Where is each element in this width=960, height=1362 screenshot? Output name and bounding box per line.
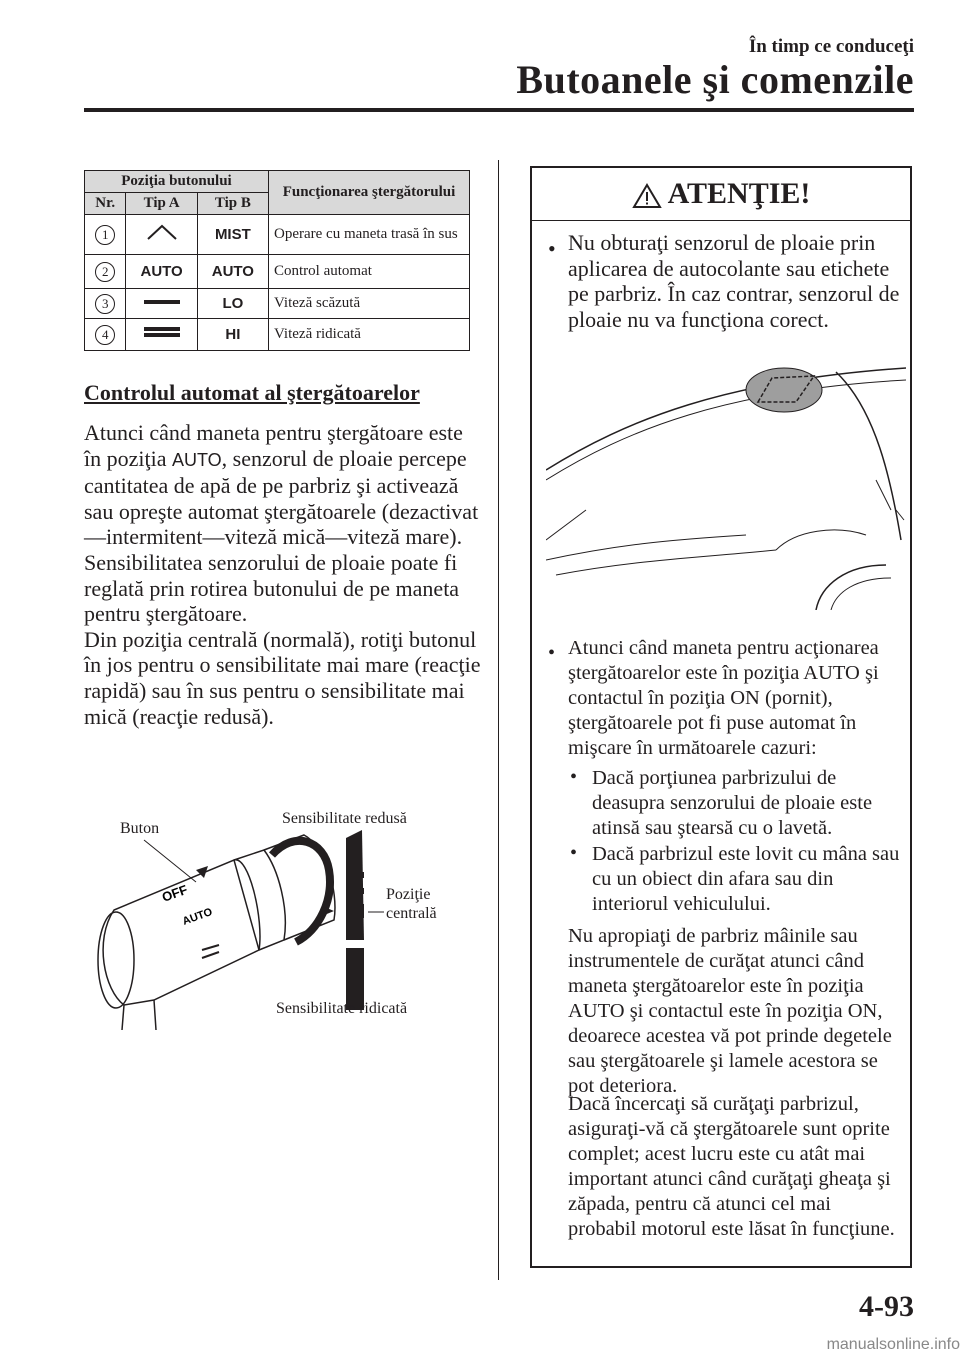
header-function: Funcţionarea ştergătorului [269,171,470,215]
sub-bullet-dot: • [570,766,578,788]
warning-paragraph-1: Nu apropiaţi de parbriz mâinile sau instrumentele de curăţat atunci când maneta ştergătoarelor este în poziţia AUTO şi contactul este în poziţia ON, deoarece acestea vă pot prinde degetele sau ştergătoarele şi lamele acestora se pot deteriora. [568,925,892,1097]
section-heading: Controlul automat al ştergătoarelor [84,380,420,405]
label-low-sensitivity: Sensibilitate redusă [282,810,407,827]
type-b-symbol: AUTO [197,255,268,289]
bullet-dot: • [548,236,556,261]
wiper-position-table [84,170,470,351]
section-title: În timp ce conduceţi [748,36,914,57]
label-high-sensitivity: Sensibilitate ridicată [276,1000,408,1017]
page-number: 4-93 [859,1290,914,1323]
type-b-symbol: MIST [197,215,268,255]
label-center-2: centrală [386,905,437,922]
row-number: 1 [95,225,115,245]
row-number: 3 [95,294,115,314]
warning-sub-bullet-2: Dacă parbrizul este lovit cu mâna sau cu un obiect din afara sau din interiorul vehiculului. [592,843,900,915]
auto-symbol: AUTO [171,449,222,470]
header-type-a: Tip A [126,193,197,215]
paragraph: Din poziţia centrală (normală), rotiţi butonul în jos pentru o sensibilitate mai mare (reacţie rapidă) sau în sus pentru o sensibilitate mai mică (reacţie redusă). [84,626,481,729]
warning-triangle-icon [632,183,662,209]
double-bar-icon [142,325,182,339]
label-center-1: Poziţie [386,886,431,903]
footer-watermark: manualsonline.info [826,1336,960,1353]
header-rule [84,108,914,112]
type-b-symbol: LO [197,289,268,319]
warning-sub-bullet-1: Dacă porţiunea parbrizului de deasupra senzorului de ploaie este atinsă sau ştearsă cu o lavetă. [592,767,873,839]
header-nr: Nr. [85,193,126,215]
row-number: 4 [95,325,115,345]
warning-bullet-2: Atunci când maneta pentru acţionarea ştergătoarelor este în poziţia AUTO şi contactul în poziţia ON (pornit), ştergătoarele pot fi puse automat în mişcare în următoarele cazuri: [568,637,879,759]
label-button: Buton [120,820,160,837]
bullet-dot: • [548,642,556,664]
ring-auto-label: AUTO [180,905,215,928]
header-position: Poziţia butonului [85,171,269,193]
type-b-symbol: HI [197,319,268,351]
function-text: Operare cu maneta trasă în sus [269,215,470,255]
type-a-symbol: AUTO [126,255,197,289]
table-row [85,289,470,319]
table-row [85,319,470,351]
single-bar-icon [142,297,182,307]
ring-off-label: OFF [159,881,190,905]
auto-section-body [84,420,484,729]
paragraph: Atunci când maneta pentru ştergătoare este în poziţia AUTO, senzorul de ploaie percepe cantitatea de apă de pe parbriz şi activează sau opreşte automat ştergătoarele (dezactivat—intermitent—viteză mică—viteză mare). [84,420,479,550]
sub-bullet-dot: • [570,842,578,864]
windshield-sensor-illustration [546,360,906,610]
row-number: 2 [95,262,115,282]
function-text: Viteză ridicată [269,319,470,351]
table-row [85,215,470,255]
column-divider [498,160,499,1280]
header-type-b: Tip B [197,193,268,215]
page-title: Butoanele şi comenzile [516,57,914,102]
function-text: Control automat [269,255,470,289]
warning-paragraph-2: Dacă încercaţi să curăţaţi parbrizul, asiguraţi-vă că ştergătoarele sunt oprite complet; acest lucru este cu atât mai important atunci când curăţaţi gheaţa şi zăpada, pentru că atunci cel mai probabil motorul este lăsat în funcţiune. [568,1093,895,1240]
warning-header: ATENŢIE! [532,168,910,221]
paragraph: Sensibilitatea senzorului de ploaie poate fi reglată prin rotirea butonului de pe maneta pentru ştergătoare. [84,549,460,627]
warning-bullet-1: Nu obturaţi senzorul de ploaie prin aplicarea de autocolante sau etichete pe parbriz. În caz contrar, senzorul de ploaie nu va funcţiona corect. [568,230,900,332]
function-text: Viteză scăzută [269,289,470,319]
mist-chevron-icon [146,223,178,241]
table-row [85,255,470,289]
